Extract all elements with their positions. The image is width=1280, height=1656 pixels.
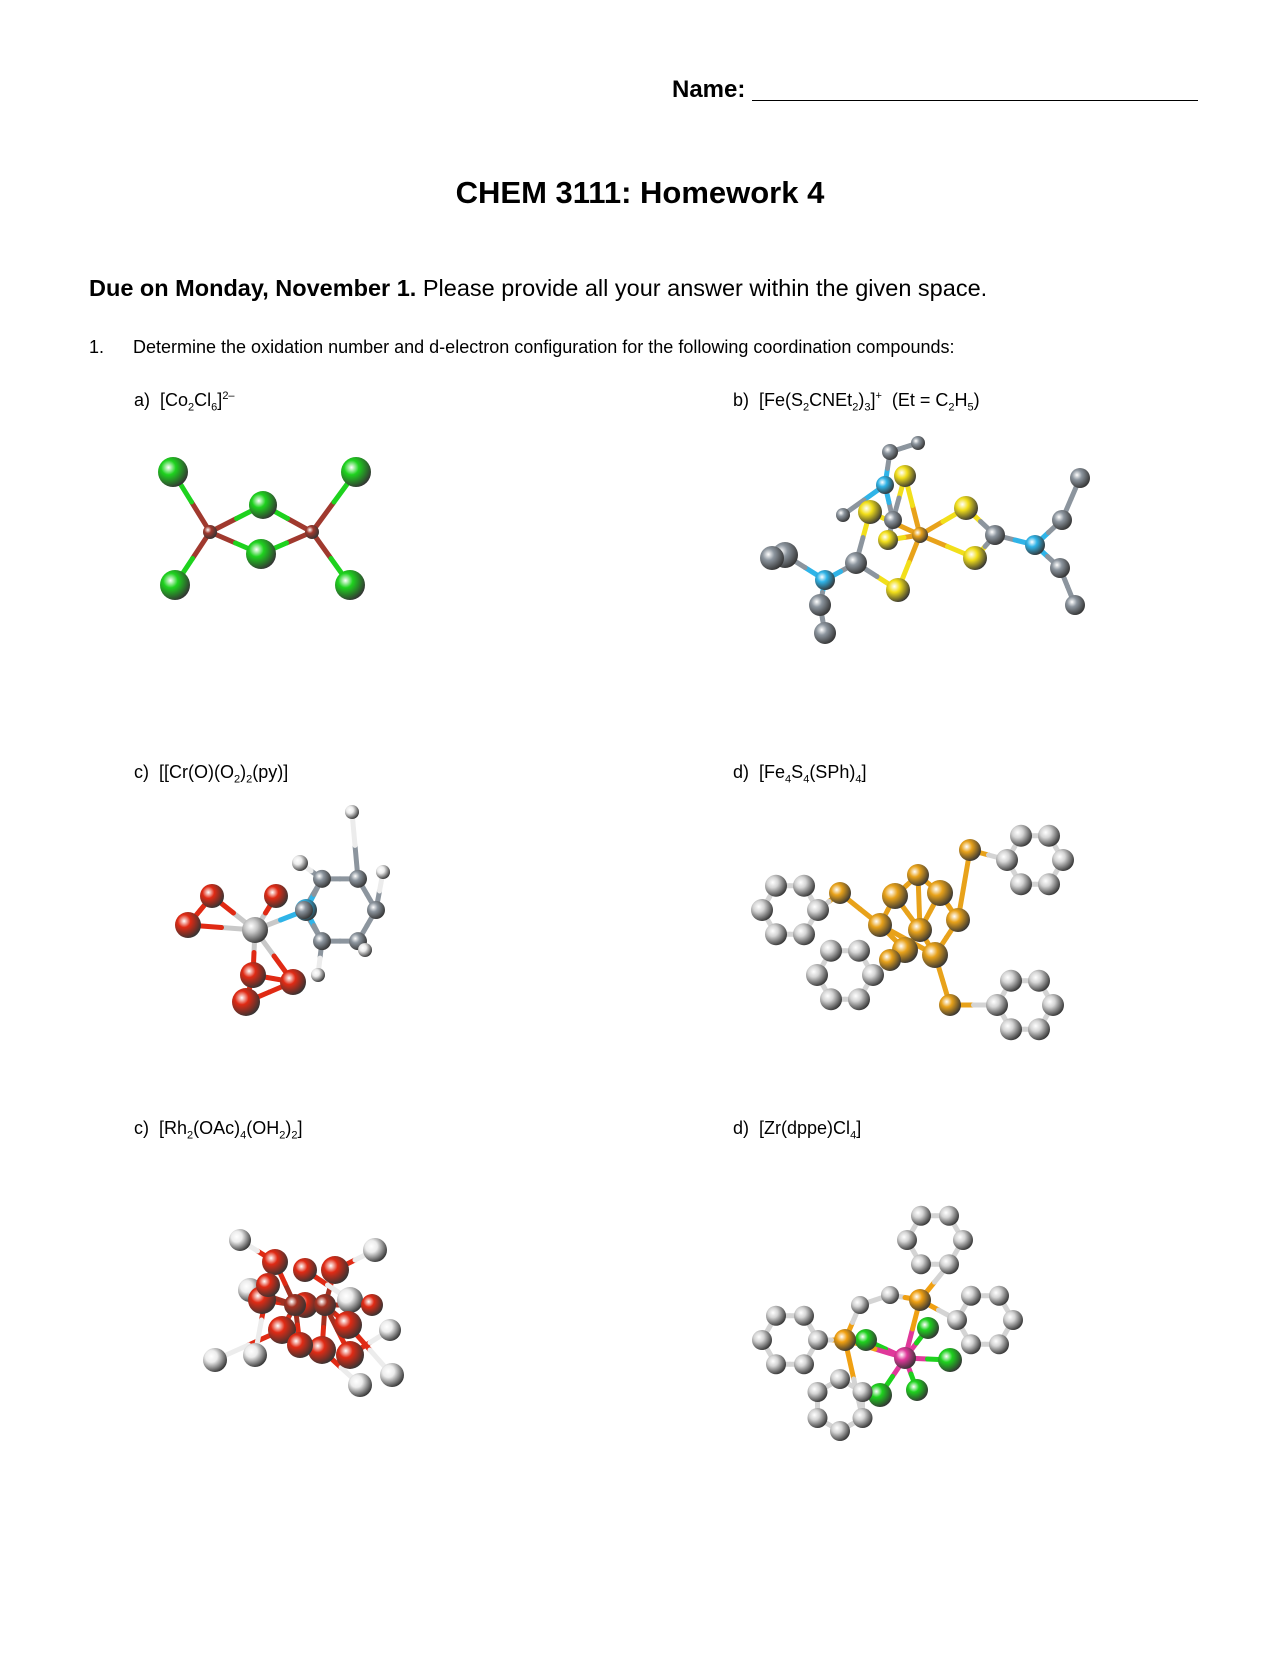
atom-ph — [853, 1382, 873, 1402]
formula-part: [Rh — [159, 1118, 188, 1138]
atom-c — [349, 870, 367, 888]
atom-o — [264, 884, 288, 908]
formula-part: 4 — [803, 773, 810, 786]
atom-ph — [989, 1286, 1009, 1306]
atom-s — [894, 465, 916, 487]
formula-part: 2 — [234, 773, 241, 786]
atom-ph — [807, 1382, 827, 1402]
atom-cl — [249, 491, 277, 519]
formula-part: 4 — [240, 1129, 247, 1142]
atom-o — [287, 1332, 313, 1358]
formula-part: 6 — [211, 401, 218, 414]
atom-cl — [246, 539, 276, 569]
atom-c — [313, 870, 331, 888]
atom-ph — [1000, 1018, 1022, 1040]
atom-ph — [1003, 1310, 1023, 1330]
atom-fe — [912, 527, 928, 543]
atom-fe — [908, 918, 932, 942]
atom-ph — [806, 964, 828, 986]
atom-ph — [939, 1254, 959, 1274]
atom-ph — [830, 1421, 850, 1441]
atom-c — [985, 525, 1005, 545]
formula-part: 2– — [222, 390, 235, 402]
formula-part: S — [791, 762, 804, 782]
formula-part: 2 — [852, 401, 859, 414]
molecule-c-image — [175, 805, 390, 1016]
atom-o — [280, 969, 306, 995]
atom-c — [1070, 468, 1090, 488]
molecule-e-image — [203, 1229, 404, 1397]
atom-fe — [868, 913, 892, 937]
atom-c — [884, 511, 902, 529]
question-number: 1. — [89, 337, 105, 357]
atom-o — [336, 1341, 364, 1369]
molecule-b-image — [760, 436, 1090, 644]
formula-part: 5 — [967, 401, 974, 414]
atom-fe — [907, 864, 929, 886]
atom-c — [1065, 595, 1085, 615]
atom-ph — [862, 964, 884, 986]
atom-ph — [752, 1330, 772, 1350]
atom-o — [262, 1249, 288, 1275]
atom-ph — [751, 899, 773, 921]
atom-o — [200, 884, 224, 908]
atom-zr — [894, 1347, 916, 1369]
atom-c — [911, 436, 925, 450]
atom-h — [376, 865, 390, 879]
atom-ph — [848, 988, 870, 1010]
atom-ph — [1028, 1018, 1050, 1040]
atom-ph — [794, 1306, 814, 1326]
atom-c — [845, 552, 867, 574]
due-date: Due on Monday, November 1. — [89, 275, 417, 301]
atom-h — [380, 1363, 404, 1387]
atom-n — [876, 476, 894, 494]
formula-part: [[Cr(O)(O — [159, 762, 234, 782]
formula-part: ] — [217, 390, 223, 410]
atom-ph — [911, 1254, 931, 1274]
atom-n — [1025, 535, 1045, 555]
atom-cl — [158, 457, 188, 487]
atom-o — [256, 1273, 280, 1297]
atom-ph — [793, 875, 815, 897]
atom-o — [240, 962, 266, 988]
atom-o — [232, 988, 260, 1016]
atom-h — [311, 968, 325, 982]
atom-cl — [917, 1317, 939, 1339]
atom-n — [815, 570, 835, 590]
molecule-f-image — [752, 1206, 1023, 1441]
atom-fe — [922, 942, 948, 968]
formula-part: 4 — [785, 773, 792, 786]
atom-p — [909, 1289, 931, 1311]
atom-h — [363, 1238, 387, 1262]
question-text: Determine the oxidation number and d-electron configuration for the following coordination compounds: — [133, 337, 955, 357]
atom-ph — [953, 1230, 973, 1250]
formula-part: [Zr(dppe)Cl — [759, 1118, 851, 1138]
formula-part: ] — [297, 1118, 303, 1138]
atom-fe — [939, 994, 961, 1016]
atom-cl — [335, 570, 365, 600]
atom-ph — [1042, 994, 1064, 1016]
atom-ph — [1028, 970, 1050, 992]
formula-part: ) — [858, 390, 865, 410]
compound-letter: d) — [733, 762, 750, 782]
atom-ph — [765, 875, 787, 897]
atom-fe — [829, 882, 851, 904]
atom-o — [175, 912, 201, 938]
atom-ph — [765, 923, 787, 945]
atom-s — [878, 530, 898, 550]
atom-ph — [853, 1408, 873, 1428]
atom-ph — [820, 940, 842, 962]
atom-cl — [938, 1348, 962, 1372]
formula-part: 2 — [291, 1129, 298, 1142]
formula-part: ) — [240, 762, 247, 782]
formula-part: [Co — [160, 390, 189, 410]
atom-ph — [793, 923, 815, 945]
atom-h — [379, 1319, 401, 1341]
atom-c — [882, 444, 898, 460]
atom-ph — [1010, 825, 1032, 847]
atom-p — [834, 1329, 856, 1351]
compound-letter: b) — [733, 390, 750, 410]
atom-h — [292, 855, 308, 871]
atom-cr — [242, 917, 268, 943]
compound-letter: a) — [134, 390, 151, 410]
atom-s — [858, 500, 882, 524]
formula-part: (SPh) — [809, 762, 856, 782]
atom-ph — [947, 1310, 967, 1330]
atom-c — [367, 901, 385, 919]
atom-ph — [897, 1230, 917, 1250]
atom-o — [308, 1336, 336, 1364]
formula-part: Cl — [194, 390, 212, 410]
formula-part: (py)] — [252, 762, 289, 782]
atom-fe — [879, 949, 901, 971]
atom-ph — [1000, 970, 1022, 992]
atom-co — [203, 525, 217, 539]
formula-part: ) — [285, 1118, 292, 1138]
formula-part: ] — [861, 762, 867, 782]
atom-ph — [848, 940, 870, 962]
atom-ph — [996, 849, 1018, 871]
formula-part: 2 — [279, 1129, 286, 1142]
atom-h — [358, 943, 372, 957]
atom-o — [334, 1311, 362, 1339]
atom-ph — [1038, 825, 1060, 847]
atom-s — [954, 496, 978, 520]
atom-h — [243, 1343, 267, 1367]
atom-c — [809, 594, 831, 616]
formula-part: [Fe(S — [759, 390, 804, 410]
compound-letter: d) — [733, 1118, 750, 1138]
atom-fe — [959, 839, 981, 861]
atom-fe — [927, 880, 953, 906]
formula-part: 2 — [803, 401, 810, 414]
atom-ph — [830, 1369, 850, 1389]
atom-ph — [1052, 849, 1074, 871]
atom-h — [345, 805, 359, 819]
atom-rh — [314, 1294, 336, 1316]
formula-part: (Et = C — [881, 390, 949, 410]
atom-c — [814, 622, 836, 644]
atom-c — [760, 546, 784, 570]
atom-ph — [986, 994, 1008, 1016]
formula-part: 3 — [864, 401, 871, 414]
atom-cl — [855, 1329, 877, 1351]
formula-part: 2 — [187, 1129, 194, 1142]
atom-ph — [881, 1286, 899, 1304]
atom-ph — [808, 1330, 828, 1350]
formula-part: ] — [870, 390, 876, 410]
atom-cl — [906, 1379, 928, 1401]
molecule-d-image — [751, 825, 1074, 1040]
formula-part: ) — [973, 390, 980, 410]
formula-part: [Fe — [759, 762, 786, 782]
molecule-a-image — [158, 457, 371, 600]
atom-ph — [1038, 873, 1060, 895]
atom-fe — [882, 883, 908, 909]
atom-s — [963, 546, 987, 570]
atom-ph — [961, 1286, 981, 1306]
name-label: Name: — [672, 76, 746, 103]
atom-h — [203, 1348, 227, 1372]
atom-c — [313, 932, 331, 950]
atom-ph — [766, 1354, 786, 1374]
formula-part: 2 — [246, 773, 253, 786]
formula-part: 2 — [948, 401, 955, 414]
page-title: CHEM 3111: Homework 4 — [455, 175, 825, 210]
atom-cl — [160, 570, 190, 600]
atom-h — [348, 1373, 372, 1397]
atom-ph — [1010, 873, 1032, 895]
atom-o — [321, 1256, 349, 1284]
compound-letter: c) — [134, 1118, 149, 1138]
atom-ph — [820, 988, 842, 1010]
atom-h — [229, 1229, 251, 1251]
atom-ph — [807, 899, 829, 921]
atom-c — [836, 508, 850, 522]
atom-h — [337, 1287, 363, 1313]
formula-part: ] — [856, 1118, 862, 1138]
atom-ph — [766, 1306, 786, 1326]
formula-part: 4 — [855, 773, 862, 786]
atom-ph — [794, 1354, 814, 1374]
atom-cl — [341, 457, 371, 487]
atom-o — [293, 1258, 317, 1282]
formula-part: (OH — [246, 1118, 280, 1138]
formula-part: H — [954, 390, 968, 410]
atom-fe — [946, 908, 970, 932]
formula-part: 4 — [850, 1129, 857, 1142]
due-instructions: Please provide all your answer within the given space. — [416, 275, 988, 301]
formula-part: CNEt — [809, 390, 853, 410]
compound-letter: c) — [134, 762, 149, 782]
atom-o — [361, 1294, 383, 1316]
atom-c — [295, 901, 313, 919]
atom-ph — [911, 1206, 931, 1226]
atom-co — [305, 525, 319, 539]
formula-part: + — [875, 390, 882, 402]
atom-ph — [807, 1408, 827, 1428]
atom-c — [1050, 558, 1070, 578]
formula-part: 2 — [188, 401, 195, 414]
atom-s — [886, 578, 910, 602]
atom-ph — [989, 1334, 1009, 1354]
atom-ph — [939, 1206, 959, 1226]
atom-c — [1052, 510, 1072, 530]
atom-ph — [961, 1334, 981, 1354]
formula-part: (OAc) — [193, 1118, 241, 1138]
atom-rh — [284, 1294, 306, 1316]
atom-ph — [851, 1296, 869, 1314]
